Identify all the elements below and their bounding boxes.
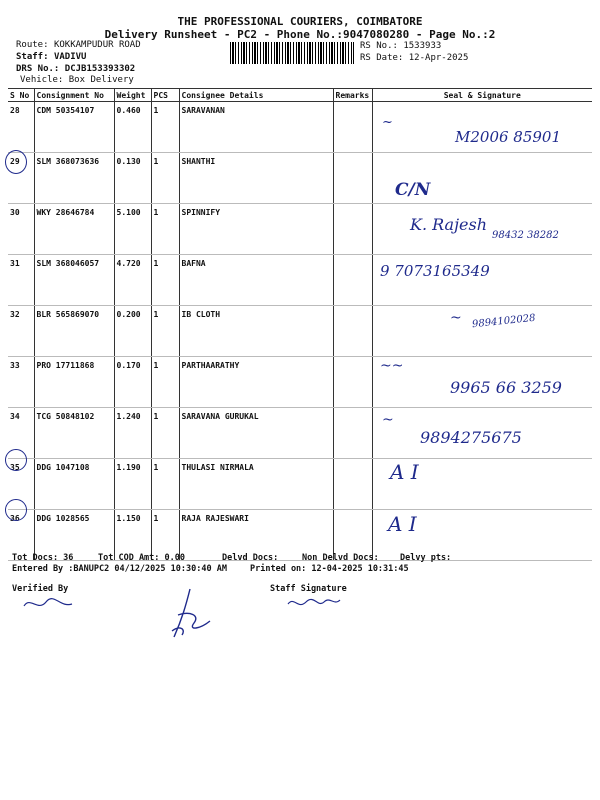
col-pcs: PCS [151, 89, 179, 102]
route-label: Route: [16, 40, 49, 50]
cell-consignment: PRO 17711868 [34, 357, 114, 408]
drs-line [16, 64, 135, 74]
table-row [8, 510, 592, 561]
entered-by: Entered By :BANUPC2 04/12/2025 10:30:40 AM [12, 564, 227, 574]
delivery-points: Delvy pts: [400, 553, 452, 563]
cell-consignee: RAJA RAJESWARI [179, 510, 333, 561]
verified-by-label: Verified By [12, 584, 69, 594]
route-line [16, 40, 141, 50]
cell-weight: 1.150 [114, 510, 151, 561]
cell-remarks [333, 204, 372, 255]
col-seal-signature: Seal & Signature [372, 89, 592, 102]
row36-initials-handwriting: A I [388, 512, 417, 536]
row32-phone-handwriting: 9894102028 [471, 312, 537, 331]
row32-signature-scribble: ~ [450, 310, 462, 326]
printed-on: Printed on: 12-04-2025 10:31:45 [250, 564, 409, 574]
table-row [8, 204, 592, 255]
cell-consignment: SLM 368046057 [34, 255, 114, 306]
verified-by-signature [20, 594, 80, 614]
cell-consignment: CDM 50354107 [34, 102, 114, 153]
cell-remarks [333, 459, 372, 510]
cell-consignment: WKY 28646784 [34, 204, 114, 255]
row35-initials-handwriting: A I [390, 460, 419, 484]
cell-pcs: 1 [151, 255, 179, 306]
company-title: THE PROFESSIONAL COURIERS, COIMBATORE [177, 15, 423, 28]
table-row [8, 306, 592, 357]
verifier-signature-scrawl [160, 585, 220, 645]
cell-consignment: SLM 368073636 [34, 153, 114, 204]
total-docs: Tot Docs: 36 [12, 553, 74, 563]
cell-sno: 28 [8, 102, 34, 153]
vehicle-line: Vehicle: Box Delivery [20, 75, 134, 85]
table-row [8, 153, 592, 204]
cell-pcs: 1 [151, 153, 179, 204]
row33-signature-scribble: ~~ [380, 358, 404, 374]
cell-sno: 36 [8, 510, 34, 561]
cell-remarks [333, 102, 372, 153]
col-sno: S No [8, 89, 34, 102]
cell-sno: 29 [8, 153, 34, 204]
drs-value: DCJB153393302 [64, 64, 136, 74]
cell-weight: 4.720 [114, 255, 151, 306]
row33-phone-handwriting: 9965 66 3259 [450, 378, 562, 397]
cell-signature [372, 306, 592, 357]
non-delivered-docs: Non Delvd Docs: [302, 553, 379, 563]
cell-remarks [333, 357, 372, 408]
cell-remarks [333, 306, 372, 357]
drs-label: DRS No.: [16, 64, 60, 74]
cell-consignee: SARAVANAN [179, 102, 333, 153]
row-36-circle-mark [5, 499, 27, 521]
cell-consignment: BLR 565869070 [34, 306, 114, 357]
row30-name-handwriting: K. Rajesh [410, 215, 488, 234]
row-35-circle-mark [5, 449, 27, 471]
barcode-image [230, 42, 354, 64]
cell-sno: 34 [8, 408, 34, 459]
cell-weight: 0.170 [114, 357, 151, 408]
delivered-docs: Delvd Docs: [222, 553, 279, 563]
cell-weight: 1.190 [114, 459, 151, 510]
col-remarks: Remarks [333, 89, 372, 102]
total-cod-amount: Tot COD Amt: 0.00 [98, 553, 185, 563]
cell-sno: 33 [8, 357, 34, 408]
cell-consignee: IB CLOTH [179, 306, 333, 357]
cell-weight: 0.460 [114, 102, 151, 153]
cell-consignee: PARTHAARATHY [179, 357, 333, 408]
cell-pcs: 1 [151, 306, 179, 357]
table-row [8, 459, 592, 510]
cell-consignment: DDG 1047108 [34, 459, 114, 510]
staff-signature-label: Staff Signature [270, 584, 347, 594]
row31-phone-handwriting: 9 7073165349 [380, 262, 490, 280]
cell-consignee: SARAVANA GURUKAL [179, 408, 333, 459]
cell-consignee: THULASI NIRMALA [179, 459, 333, 510]
cell-sno: 35 [8, 459, 34, 510]
cell-consignment: DDG 1028565 [34, 510, 114, 561]
staff-value: VADIVU [53, 52, 87, 62]
cell-sno: 32 [8, 306, 34, 357]
cell-remarks [333, 153, 372, 204]
staff-signature-scribble [284, 594, 344, 614]
cell-weight: 0.200 [114, 306, 151, 357]
runsheet-subtitle: Delivery Runsheet - PC2 - Phone No.:9047080280 - Page No.:2 [104, 28, 496, 41]
col-consignee: Consignee Details [179, 89, 333, 102]
row34-phone-handwriting: 9894275675 [420, 428, 522, 447]
staff-line [16, 52, 86, 62]
row-29-circle-mark [5, 150, 27, 174]
cell-consignee: SPINNIFY [179, 204, 333, 255]
cell-sno: 31 [8, 255, 34, 306]
row30-phone-handwriting: 98432 38282 [492, 230, 559, 241]
staff-label: Staff: [16, 52, 49, 62]
cell-consignment: TCG 50848102 [34, 408, 114, 459]
table-row [8, 255, 592, 306]
row28-signature-scribble: ~ [382, 115, 393, 130]
cell-consignee: BAFNA [179, 255, 333, 306]
rs-number: RS No.: 1533933 [360, 41, 442, 51]
cell-pcs: 1 [151, 102, 179, 153]
cell-weight: 1.240 [114, 408, 151, 459]
col-weight: Weight [114, 89, 151, 102]
cell-remarks [333, 255, 372, 306]
row28-phone-handwriting: M2006 85901 [455, 128, 562, 146]
cell-sno: 30 [8, 204, 34, 255]
cell-pcs: 1 [151, 357, 179, 408]
cell-weight: 0.130 [114, 153, 151, 204]
row34-signature-scribble: ~ [382, 412, 394, 428]
cell-weight: 5.100 [114, 204, 151, 255]
row30-cn-handwriting: C/N [395, 180, 431, 200]
cell-remarks [333, 408, 372, 459]
cell-pcs: 1 [151, 408, 179, 459]
table-header-row [8, 89, 592, 102]
col-consignment: Consignment No [34, 89, 114, 102]
route-value: KOKKAMPUDUR ROAD [53, 40, 141, 50]
cell-pcs: 1 [151, 510, 179, 561]
cell-pcs: 1 [151, 204, 179, 255]
cell-consignee: SHANTHI [179, 153, 333, 204]
cell-pcs: 1 [151, 459, 179, 510]
rs-date: RS Date: 12-Apr-2025 [360, 53, 469, 63]
